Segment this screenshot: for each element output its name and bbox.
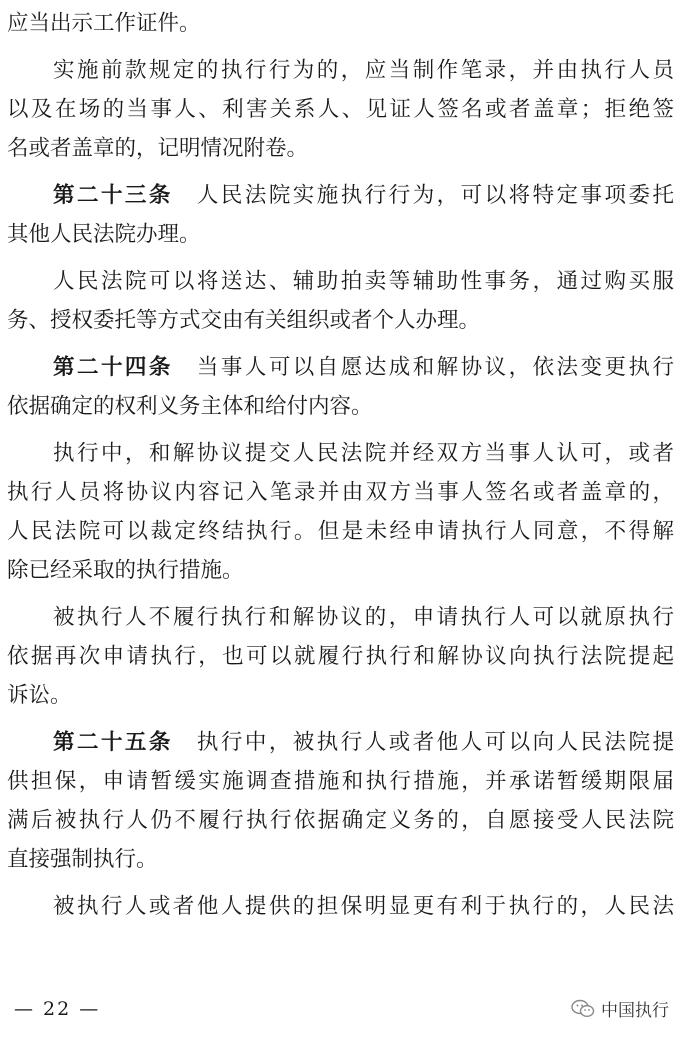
wechat-icon	[571, 999, 595, 1019]
watermark-brand	[571, 996, 669, 1021]
page-number: — 22 —	[14, 998, 101, 1020]
article-line	[7, 176, 674, 215]
text-span: 执行中，被执行人或者他人可以向人民法院提	[196, 730, 674, 755]
brand-name: 中国执行	[601, 1001, 669, 1021]
text-line: 被执行人或者他人提供的担保明显更有利于执行的，人民法	[53, 894, 674, 919]
text-line: 直接强制执行。	[7, 847, 158, 872]
article-line	[7, 723, 674, 762]
text-line: 务、授权委托等方式交由有关组织或者个人办理。	[7, 308, 481, 333]
text-span: 人民法院实施执行行为，可以将特定事项委托	[196, 183, 674, 208]
article-heading: 第二十五条	[53, 730, 173, 755]
article-line	[7, 348, 674, 387]
text-line: 人民法院可以将送达、辅助拍卖等辅助性事务，通过购买服	[53, 269, 674, 294]
text-line: 依据确定的权利义务主体和给付内容。	[7, 394, 373, 419]
text-span: 当事人可以自愿达成和解协议，依法变更执行	[196, 355, 674, 380]
text-line: 供担保，申请暂缓实施调查措施和执行措施，并承诺暂缓期限届	[7, 769, 674, 794]
text-line: 执行中，和解协议提交人民法院并经双方当事人认可，或者	[53, 441, 674, 466]
text-line: 名或者盖章的，记明情况附卷。	[7, 136, 309, 161]
text-line: 实施前款规定的执行行为的，应当制作笔录，并由执行人员	[53, 58, 674, 83]
article-heading: 第二十三条	[53, 183, 173, 208]
text-line: 其他人民法院办理。	[7, 222, 201, 247]
text-line: 被执行人不履行执行和解协议的，申请执行人可以就原执行	[53, 605, 674, 630]
document-body	[7, 4, 674, 926]
text-line: 依据再次申请执行，也可以就履行执行和解协议向执行法院提起	[7, 644, 674, 669]
text-line: 执行人员将协议内容记入笔录并由双方当事人签名或者盖章的，	[7, 480, 674, 505]
text-line: 除已经采取的执行措施。	[7, 558, 244, 583]
text-line: 诉讼。	[7, 683, 72, 708]
text-line: 满后被执行人仍不履行执行依据确定义务的，自愿接受人民法院	[7, 808, 674, 833]
text-line: 应当出示工作证件。	[7, 11, 201, 36]
article-heading: 第二十四条	[53, 355, 173, 380]
text-line: 以及在场的当事人、利害关系人、见证人签名或者盖章；拒绝签	[7, 97, 674, 122]
text-line: 人民法院可以裁定终结执行。但是未经申请执行人同意，不得解	[7, 519, 674, 544]
